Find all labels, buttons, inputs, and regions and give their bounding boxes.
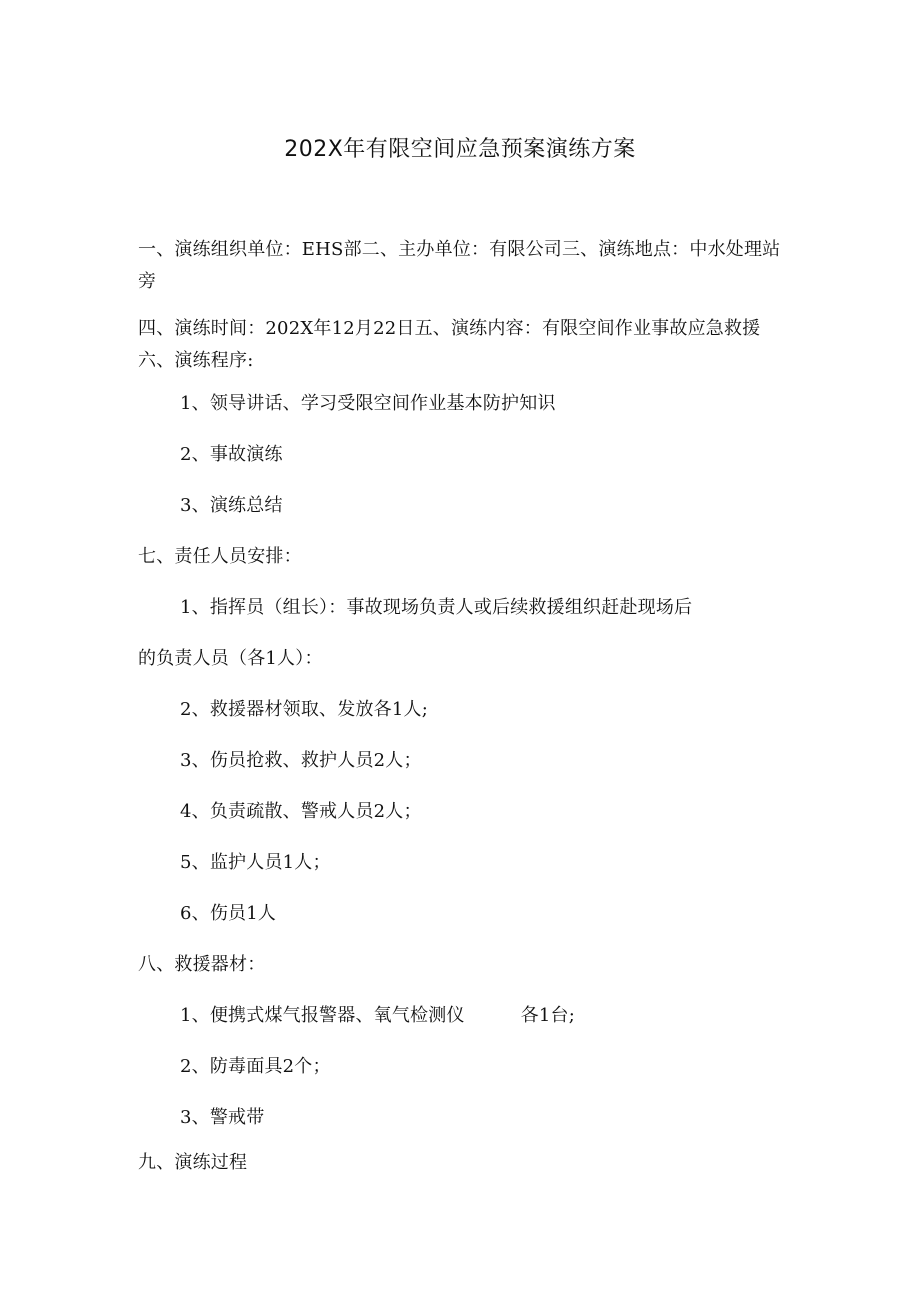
- list-item-equipment-2: 2、防毒面具2个；: [180, 1056, 331, 1077]
- list-item-personnel-3: 3、伤员抢救、救护人员2人；: [180, 750, 422, 771]
- list-item-equipment-1: [180, 1000, 790, 1032]
- paragraph-time-content: 四、演练时间：202X年12月22日五、演练内容：有限空间作业事故应急救援六、演练程序:: [138, 318, 761, 371]
- list-item-procedure-2: 2、事故演练: [180, 444, 283, 465]
- list-item-personnel-1-cont: 的负责人员（各1人）：: [138, 648, 323, 669]
- list-item-personnel-6: 6、伤员1人: [180, 903, 277, 924]
- list-item-equipment-3: 3、警戒带: [180, 1107, 265, 1128]
- list-item-procedure-3: 3、演练总结: [180, 495, 283, 516]
- equipment-1-quantity: 各1台;: [520, 1005, 575, 1026]
- list-item-procedure-1: 1、领导讲话、学习受限空间作业基本防护知识: [180, 393, 556, 414]
- list-item-personnel-5: 5、监护人员1人；: [180, 852, 331, 873]
- section-heading-personnel: 七、责任人员安排：: [138, 546, 302, 567]
- document-title: 202X年有限空间应急预案演练方案: [284, 137, 636, 162]
- list-item-personnel-2: 2、救援器材领取、发放各1人;: [180, 699, 428, 720]
- list-item-personnel-1: 1、指挥员（组长）：事故现场负责人或后续救援组织赶赴现场后: [180, 597, 693, 618]
- list-item-personnel-4: 4、负责疏散、警戒人员2人；: [180, 801, 422, 822]
- section-heading-process: 九、演练过程: [138, 1152, 248, 1173]
- paragraph-organization: 一、演练组织单位：EHS部二、主办单位：有限公司三、演练地点：中水处理站旁: [138, 239, 781, 292]
- equipment-1-text: 1、便携式煤气报警器、氧气检测仪: [180, 1005, 465, 1026]
- section-heading-equipment: 八、救援器材：: [138, 954, 266, 975]
